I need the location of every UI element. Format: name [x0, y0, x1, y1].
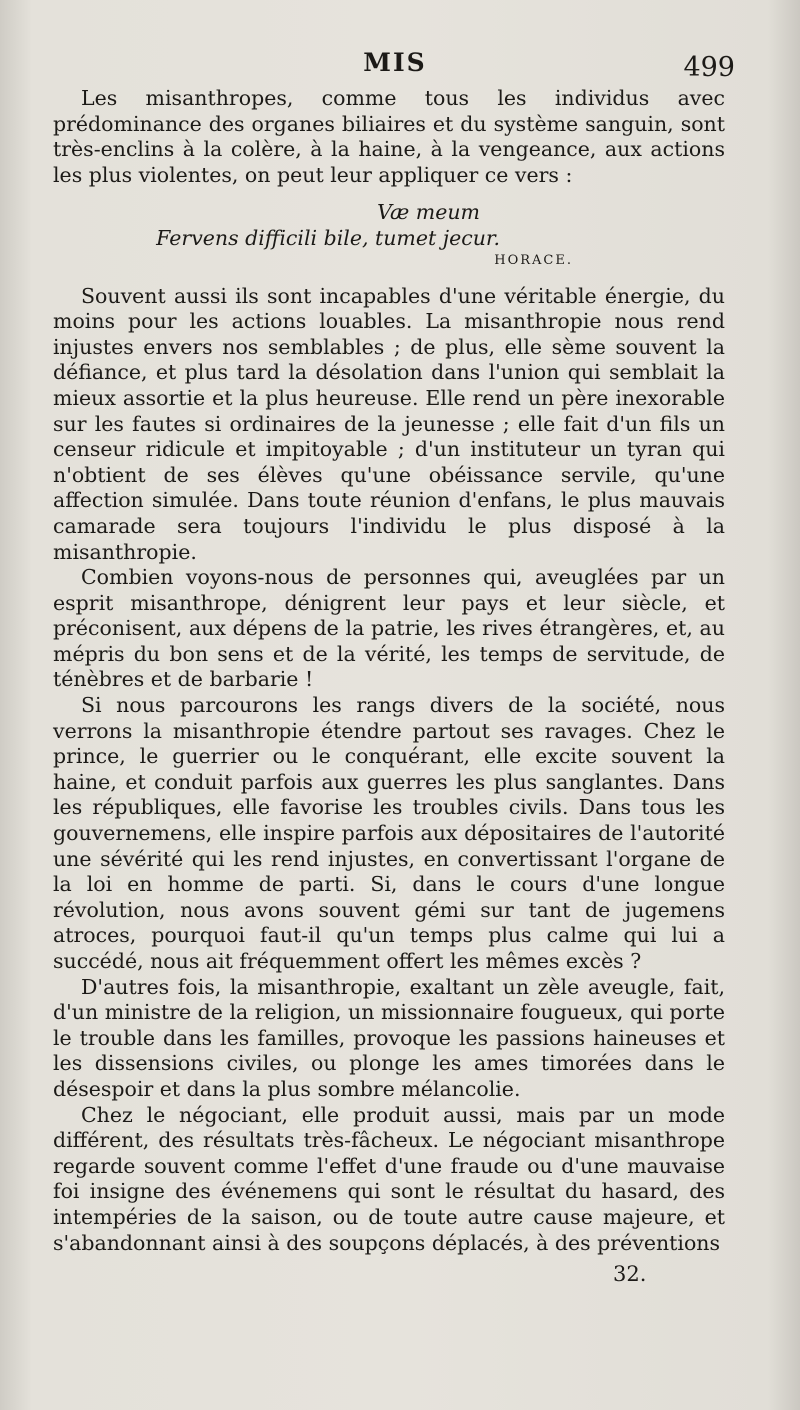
quotation-author: HORACE. — [494, 252, 573, 268]
printer-signature-mark: 32. — [613, 1262, 647, 1286]
paragraph-5: D'autres fois, la misanthropie, exaltant un zèle aveugle, fait, d'un ministre de la religion, un missionnaire fougueux, qui porte le trouble dans les familles, provoque les passions haineuses et les dissensions civiles, ou plonge les ames timorées dans le désespoir et dans la plus sombre mélancolie. — [53, 974, 725, 1101]
paragraph-3: Combien voyons-nous de personnes qui, aveuglées par un esprit misanthrope, dénigrent leur pays et leur siècle, et préconisent, aux dépens de la patrie, les rives étrangères, et, au mépris du bon sens et de la vérité, les temps de servitude, de ténèbres et de barbarie ! — [53, 565, 725, 692]
latin-quotation — [53, 200, 725, 269]
page-header — [55, 48, 735, 88]
page-body — [53, 86, 725, 1256]
page-number: 499 — [683, 52, 735, 83]
quotation-line-2: Fervens difficili bile, tumet jecur. — [156, 225, 500, 250]
paragraph-6: Chez le négociant, elle produit aussi, mais par un mode différent, des résultats très-fâcheux. Le négociant misanthrope regarde souvent comme l'effet d'une fraude ou d'une mauvaise foi insigne des événemens qui sont le résultat du hasard, des intempéries de la saison, ou de toute autre cause majeure, et s'abandonnant ainsi à des soupçons déplacés, à des préventions — [53, 1102, 725, 1255]
running-head: MIS — [363, 48, 427, 77]
paragraph-1: Les misanthropes, comme tous les individus avec prédominance des organes biliaires et du système sanguin, sont très-enclins à la colère, à la haine, à la vengeance, aux actions les plus violentes, on peut leur appliquer ce vers : — [53, 86, 725, 187]
quotation-line-1: Væ meum — [377, 200, 480, 225]
paragraph-4: Si nous parcourons les rangs divers de la société, nous verrons la misanthropie étendre partout ses ravages. Chez le prince, le guerrier ou le conquérant, elle excite souvent la haine, et conduit parfois aux guerres les plus sanglantes. Dans les républiques, elle favorise les troubles civils. Dans tous les gouvernemens, elle inspire parfois aux dépositaires de l'autorité une sévérité qui les rend injustes, en convertissant l'organe de la loi en homme de parti. Si, dans le cours d'une longue révolution, nous avons souvent gémi sur tant de jugemens atroces, pourquoi faut-il qu'un temps plus calme qui lui a succédé, nous ait fréquemment offert les mêmes excès ? — [53, 693, 725, 973]
paragraph-2: Souvent aussi ils sont incapables d'une véritable énergie, du moins pour les actions louables. La misanthropie nous rend injustes envers nos semblables ; de plus, elle sème souvent la défiance, et plus tard la désolation dans l'union qui semblait la mieux assortie et la plus heureuse. Elle rend un père inexorable sur les fautes si ordinaires de la jeunesse ; elle fait d'un fils un censeur ridicule et impitoyable ; d'un instituteur un tyran qui n'obtient de ses élèves qu'une obéissance servile, qu'une affection simulée. Dans toute réunion d'enfans, le plus mauvais camarade sera toujours l'individu le plus disposé à la misanthropie. — [53, 283, 725, 564]
